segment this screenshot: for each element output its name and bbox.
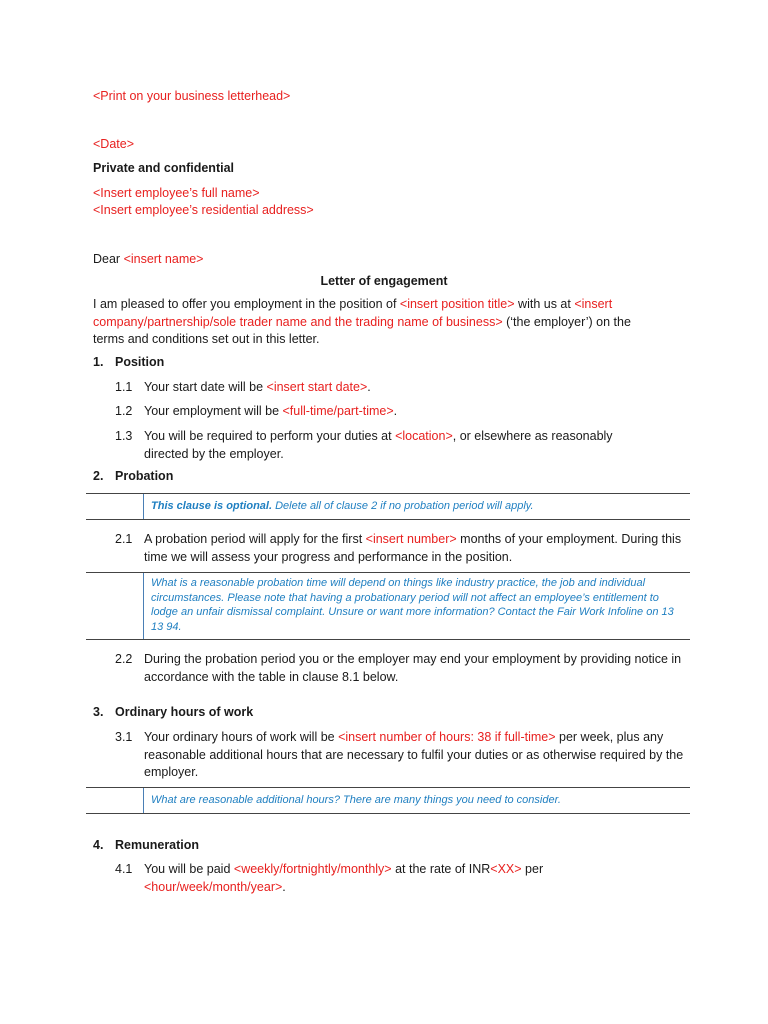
clause-text: Your employment will be (144, 404, 283, 418)
note-text (151, 499, 684, 514)
company-name-placeholder: <insert company/partnership/sole trader name and the trading name of business> (93, 297, 613, 329)
pay-frequency-placeholder: <weekly/fortnightly/monthly> (233, 862, 392, 876)
section-1-title: Position (115, 355, 165, 369)
section-2-title: Probation (115, 469, 174, 483)
clause-2-1 (115, 531, 685, 566)
section-2-heading (93, 468, 173, 485)
employee-address-placeholder: <Insert employee’s residential address> (93, 203, 314, 217)
clause-number: 1.3 (115, 429, 133, 443)
note-bold-text: This clause is optional. (151, 500, 273, 512)
clause-1-1 (115, 379, 685, 397)
clause-text: per (521, 862, 544, 876)
clause-3-1 (115, 729, 685, 782)
clause-number: 2.2 (115, 652, 133, 666)
section-1-number: 1. (93, 355, 104, 369)
section-4-title: Remuneration (115, 838, 200, 852)
pay-period-placeholder: <hour/week/month/year> (144, 879, 283, 894)
note-bar (143, 573, 144, 639)
clause-number: 1.1 (115, 380, 133, 394)
confidential-label: Private and confidential (93, 161, 235, 175)
clause-text: Your ordinary hours of work will be (144, 730, 339, 744)
start-date-placeholder: <insert start date> (266, 380, 368, 394)
clause-text: . (393, 404, 398, 418)
employment-type-placeholder: <full-time/part-time> (282, 404, 394, 418)
clause-number: 2.1 (115, 532, 133, 546)
intro-text-2: with us at (514, 297, 575, 311)
note-text: What is a reasonable probation time will depend on things like industry practice, the job and individual circumstances. Please note that having a probationary period will not affect an employee’s entitlement to lodge an unfair dismissal complaint. Unsure or want more information? Contact the Fair Work Infoline on 13 13 94. (151, 577, 674, 634)
clause-text: at the rate of INR (391, 862, 491, 876)
note-text: What are reasonable additional hours? There are many things you need to consider. (151, 794, 561, 806)
clause-text: A probation period will apply for the first (144, 532, 366, 546)
clause-text: You will be required to perform your duties at (144, 429, 396, 443)
clause-text: Your start date will be (144, 380, 267, 394)
employee-name-placeholder: <Insert employee’s full name> (93, 186, 260, 200)
clause-text: per week, plus any reasonable additional hours that are necessary to fulfil your duties or as otherwise required by the employer. (144, 730, 684, 779)
clause-4-1 (115, 861, 585, 896)
section-3-number: 3. (93, 705, 104, 719)
salutation-name: <insert name> (123, 252, 204, 266)
clause-1-2 (115, 403, 685, 421)
section-2-number: 2. (93, 469, 104, 483)
clause-text: . (367, 380, 371, 394)
intro-paragraph (93, 296, 663, 349)
location-placeholder: <location> (395, 429, 453, 443)
letter-title: Letter of engagement (320, 274, 448, 288)
guidance-note-optional (86, 493, 690, 520)
clause-1-3 (115, 428, 635, 463)
clause-number: 1.2 (115, 404, 133, 418)
clause-text: You will be paid (144, 862, 234, 876)
guidance-note-probation (86, 572, 690, 640)
clause-number: 3.1 (115, 730, 133, 744)
salutation (93, 251, 204, 268)
letterhead-placeholder: <Print on your business letterhead> (93, 89, 291, 103)
clause-text: During the probation period you or the employer may end your employment by providing notice in accordance with the table in clause 8.1 below. (144, 652, 682, 684)
clause-2-2 (115, 651, 685, 686)
date-placeholder: <Date> (93, 137, 135, 151)
clause-text: months of your employment. During this time we will assess your progress and performance in the position. (144, 532, 682, 564)
clause-text: , or elsewhere as reasonably directed by the employer. (144, 429, 613, 461)
clause-number: 4.1 (115, 862, 133, 876)
position-title-placeholder: <insert position title> (399, 297, 515, 311)
salutation-prefix: Dear (93, 252, 124, 266)
clause-text: . (282, 879, 286, 894)
probation-months-placeholder: <insert number> (365, 532, 457, 546)
section-1-heading (93, 354, 164, 371)
section-4-heading (93, 837, 199, 854)
intro-text-1: I am pleased to offer you employment in the position of (93, 297, 400, 311)
section-3-title: Ordinary hours of work (115, 705, 254, 719)
note-bar (143, 494, 144, 519)
section-4-number: 4. (93, 838, 104, 852)
hours-placeholder: <insert number of hours: 38 if full-time> (338, 730, 556, 744)
note-body-text: Delete all of clause 2 if no probation period will apply. (272, 500, 534, 512)
pay-rate-placeholder: <XX> (490, 862, 522, 876)
section-3-heading (93, 704, 253, 721)
guidance-note-hours (86, 787, 690, 814)
note-bar (143, 788, 144, 813)
intro-text-3: (‘the employer’) on the terms and conditions set out in this letter. (93, 314, 631, 346)
